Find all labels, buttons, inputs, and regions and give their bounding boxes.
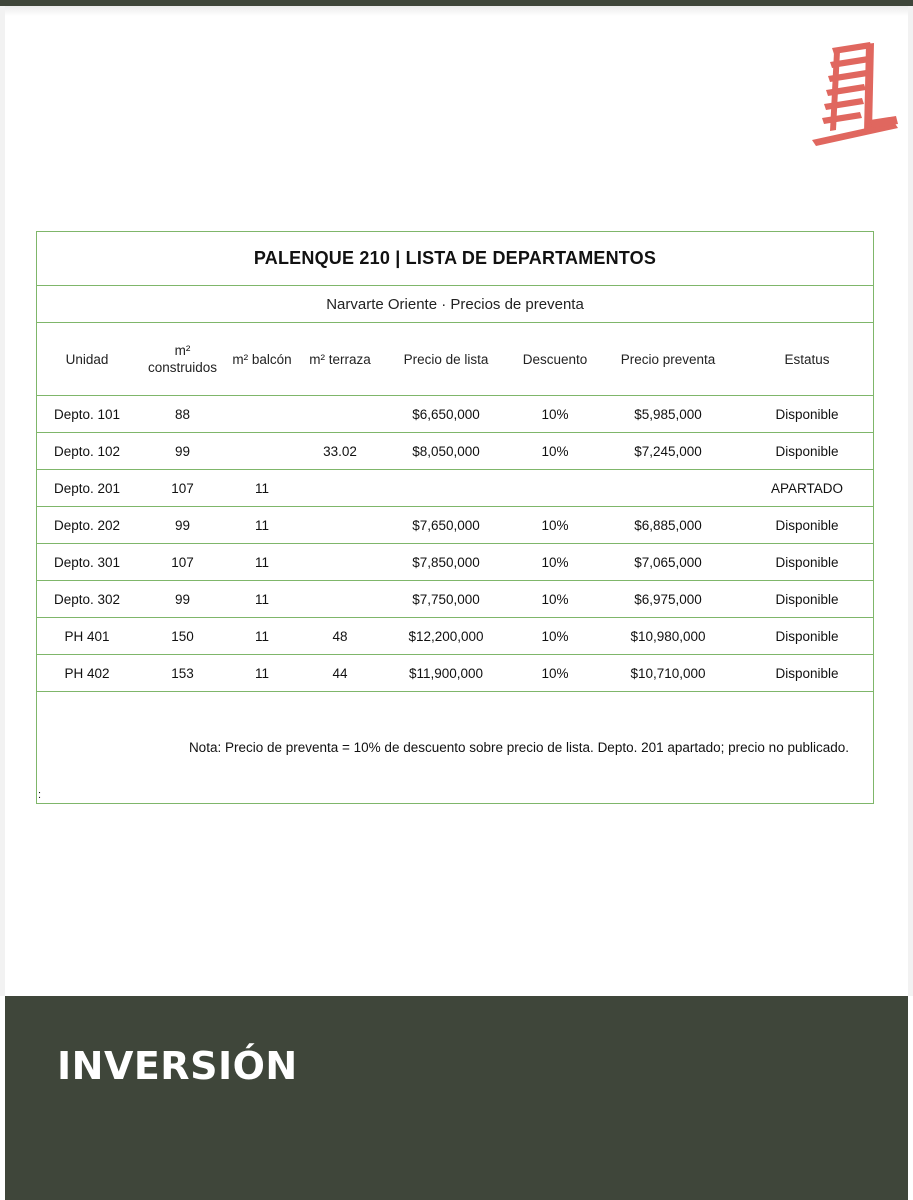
col-precio-lista: Precio de lista [403, 351, 489, 367]
cell-precio-preventa: $6,885,000 [634, 517, 702, 533]
cell-balcon: 11 [254, 554, 269, 570]
stray-mark: : [38, 789, 42, 801]
cell-estatus: APARTADO [770, 480, 843, 496]
cell-terraza: 48 [332, 628, 348, 644]
cell-descuento: 10% [541, 443, 569, 459]
cell-construidos: 107 [171, 554, 194, 570]
cell-balcon [226, 433, 298, 469]
col-m2-construidos [137, 323, 228, 395]
page-edge-right [908, 6, 913, 996]
table-subtitle: Narvarte Oriente · Precios de preventa [37, 286, 873, 323]
table-row [37, 618, 873, 655]
table-header [37, 323, 873, 396]
table-row [37, 544, 873, 581]
cell-construidos: 107 [171, 480, 194, 496]
cell-precio-preventa: $7,065,000 [634, 554, 702, 570]
cell-precio-preventa: $10,710,000 [630, 665, 706, 681]
cell-precio-preventa: $7,245,000 [634, 443, 702, 459]
cell-terraza [301, 470, 379, 506]
page-edge-left [0, 6, 5, 996]
cell-precio-lista: $7,850,000 [412, 554, 480, 570]
cell-descuento: 10% [541, 406, 569, 422]
cell-precio-lista: $6,650,000 [412, 406, 480, 422]
cell-balcon: 11 [254, 665, 269, 681]
cell-estatus: Disponible [775, 554, 839, 570]
cell-terraza: 44 [332, 665, 348, 681]
cell-balcon: 11 [254, 517, 269, 533]
cell-precio-lista: $7,650,000 [412, 517, 480, 533]
apartments-table [36, 231, 874, 804]
col-precio-preventa: Precio preventa [620, 351, 716, 367]
cell-precio-preventa [605, 470, 731, 506]
cell-precio-preventa: $10,980,000 [630, 628, 706, 644]
cell-unidad: Depto. 101 [53, 406, 121, 422]
table-row [37, 581, 873, 618]
cell-descuento: 10% [541, 517, 569, 533]
cell-construidos: 99 [174, 443, 191, 459]
note-section [37, 690, 873, 803]
table-row [37, 507, 873, 544]
cell-precio-lista: $11,900,000 [408, 665, 484, 681]
cell-descuento [505, 470, 605, 506]
cell-estatus: Disponible [775, 406, 839, 422]
col-m2-balcon: m² balcón [232, 351, 292, 367]
table-title: PALENQUE 210 | LISTA DE DEPARTAMENTOS [37, 232, 873, 286]
cell-descuento: 10% [541, 665, 569, 681]
table-row [37, 470, 873, 507]
cell-unidad: Depto. 102 [53, 443, 121, 459]
table-row [37, 396, 873, 433]
cell-unidad: PH 402 [64, 665, 110, 681]
cell-construidos: 88 [174, 406, 191, 422]
cell-unidad: Depto. 301 [53, 554, 121, 570]
cell-construidos: 99 [174, 591, 191, 607]
cell-construidos: 153 [171, 665, 194, 681]
cell-terraza [301, 544, 379, 580]
cell-estatus: Disponible [775, 665, 839, 681]
table-row [37, 655, 873, 692]
col-estatus: Estatus [784, 351, 830, 367]
col-m2-construidos-top: m² [174, 343, 191, 358]
cell-construidos: 99 [174, 517, 191, 533]
cell-estatus: Disponible [775, 628, 839, 644]
cell-descuento: 10% [541, 554, 569, 570]
building-logo-icon [810, 40, 900, 150]
col-m2-terraza: m² terraza [309, 351, 371, 367]
cell-balcon: 11 [254, 591, 269, 607]
cell-estatus: Disponible [775, 443, 839, 459]
cell-terraza [301, 507, 379, 543]
cell-estatus: Disponible [775, 591, 839, 607]
cell-precio-lista: $7,750,000 [412, 591, 480, 607]
cell-estatus: Disponible [775, 517, 839, 533]
col-descuento: Descuento [522, 351, 588, 367]
cell-unidad: PH 401 [64, 628, 110, 644]
footer-title: INVERSIÓN [57, 1044, 298, 1088]
col-unidad: Unidad [65, 351, 109, 367]
cell-unidad: Depto. 302 [53, 591, 121, 607]
cell-descuento: 10% [541, 628, 569, 644]
cell-balcon: 11 [254, 480, 269, 496]
cell-unidad: Depto. 202 [53, 517, 121, 533]
cell-unidad: Depto. 201 [53, 480, 121, 496]
table-row [37, 433, 873, 470]
note-text: Nota: Precio de preventa = 10% de descuento sobre precio de lista. Depto. 201 apartado; precio no publicado. [188, 740, 849, 755]
cell-precio-preventa: $6,975,000 [634, 591, 702, 607]
cell-precio-preventa: $5,985,000 [634, 406, 702, 422]
cell-precio-lista: $12,200,000 [408, 628, 484, 644]
cell-construidos: 150 [171, 628, 194, 644]
col-m2-construidos-bottom: construidos [147, 360, 218, 375]
cell-descuento: 10% [541, 591, 569, 607]
cell-terraza [301, 581, 379, 617]
cell-terraza: 33.02 [323, 443, 357, 459]
cell-precio-lista: $8,050,000 [412, 443, 480, 459]
top-shadow [0, 6, 913, 16]
cell-balcon: 11 [254, 628, 269, 644]
cell-terraza [301, 396, 379, 432]
cell-precio-lista [387, 470, 505, 506]
footer-banner [5, 996, 908, 1200]
cell-balcon [226, 396, 298, 432]
